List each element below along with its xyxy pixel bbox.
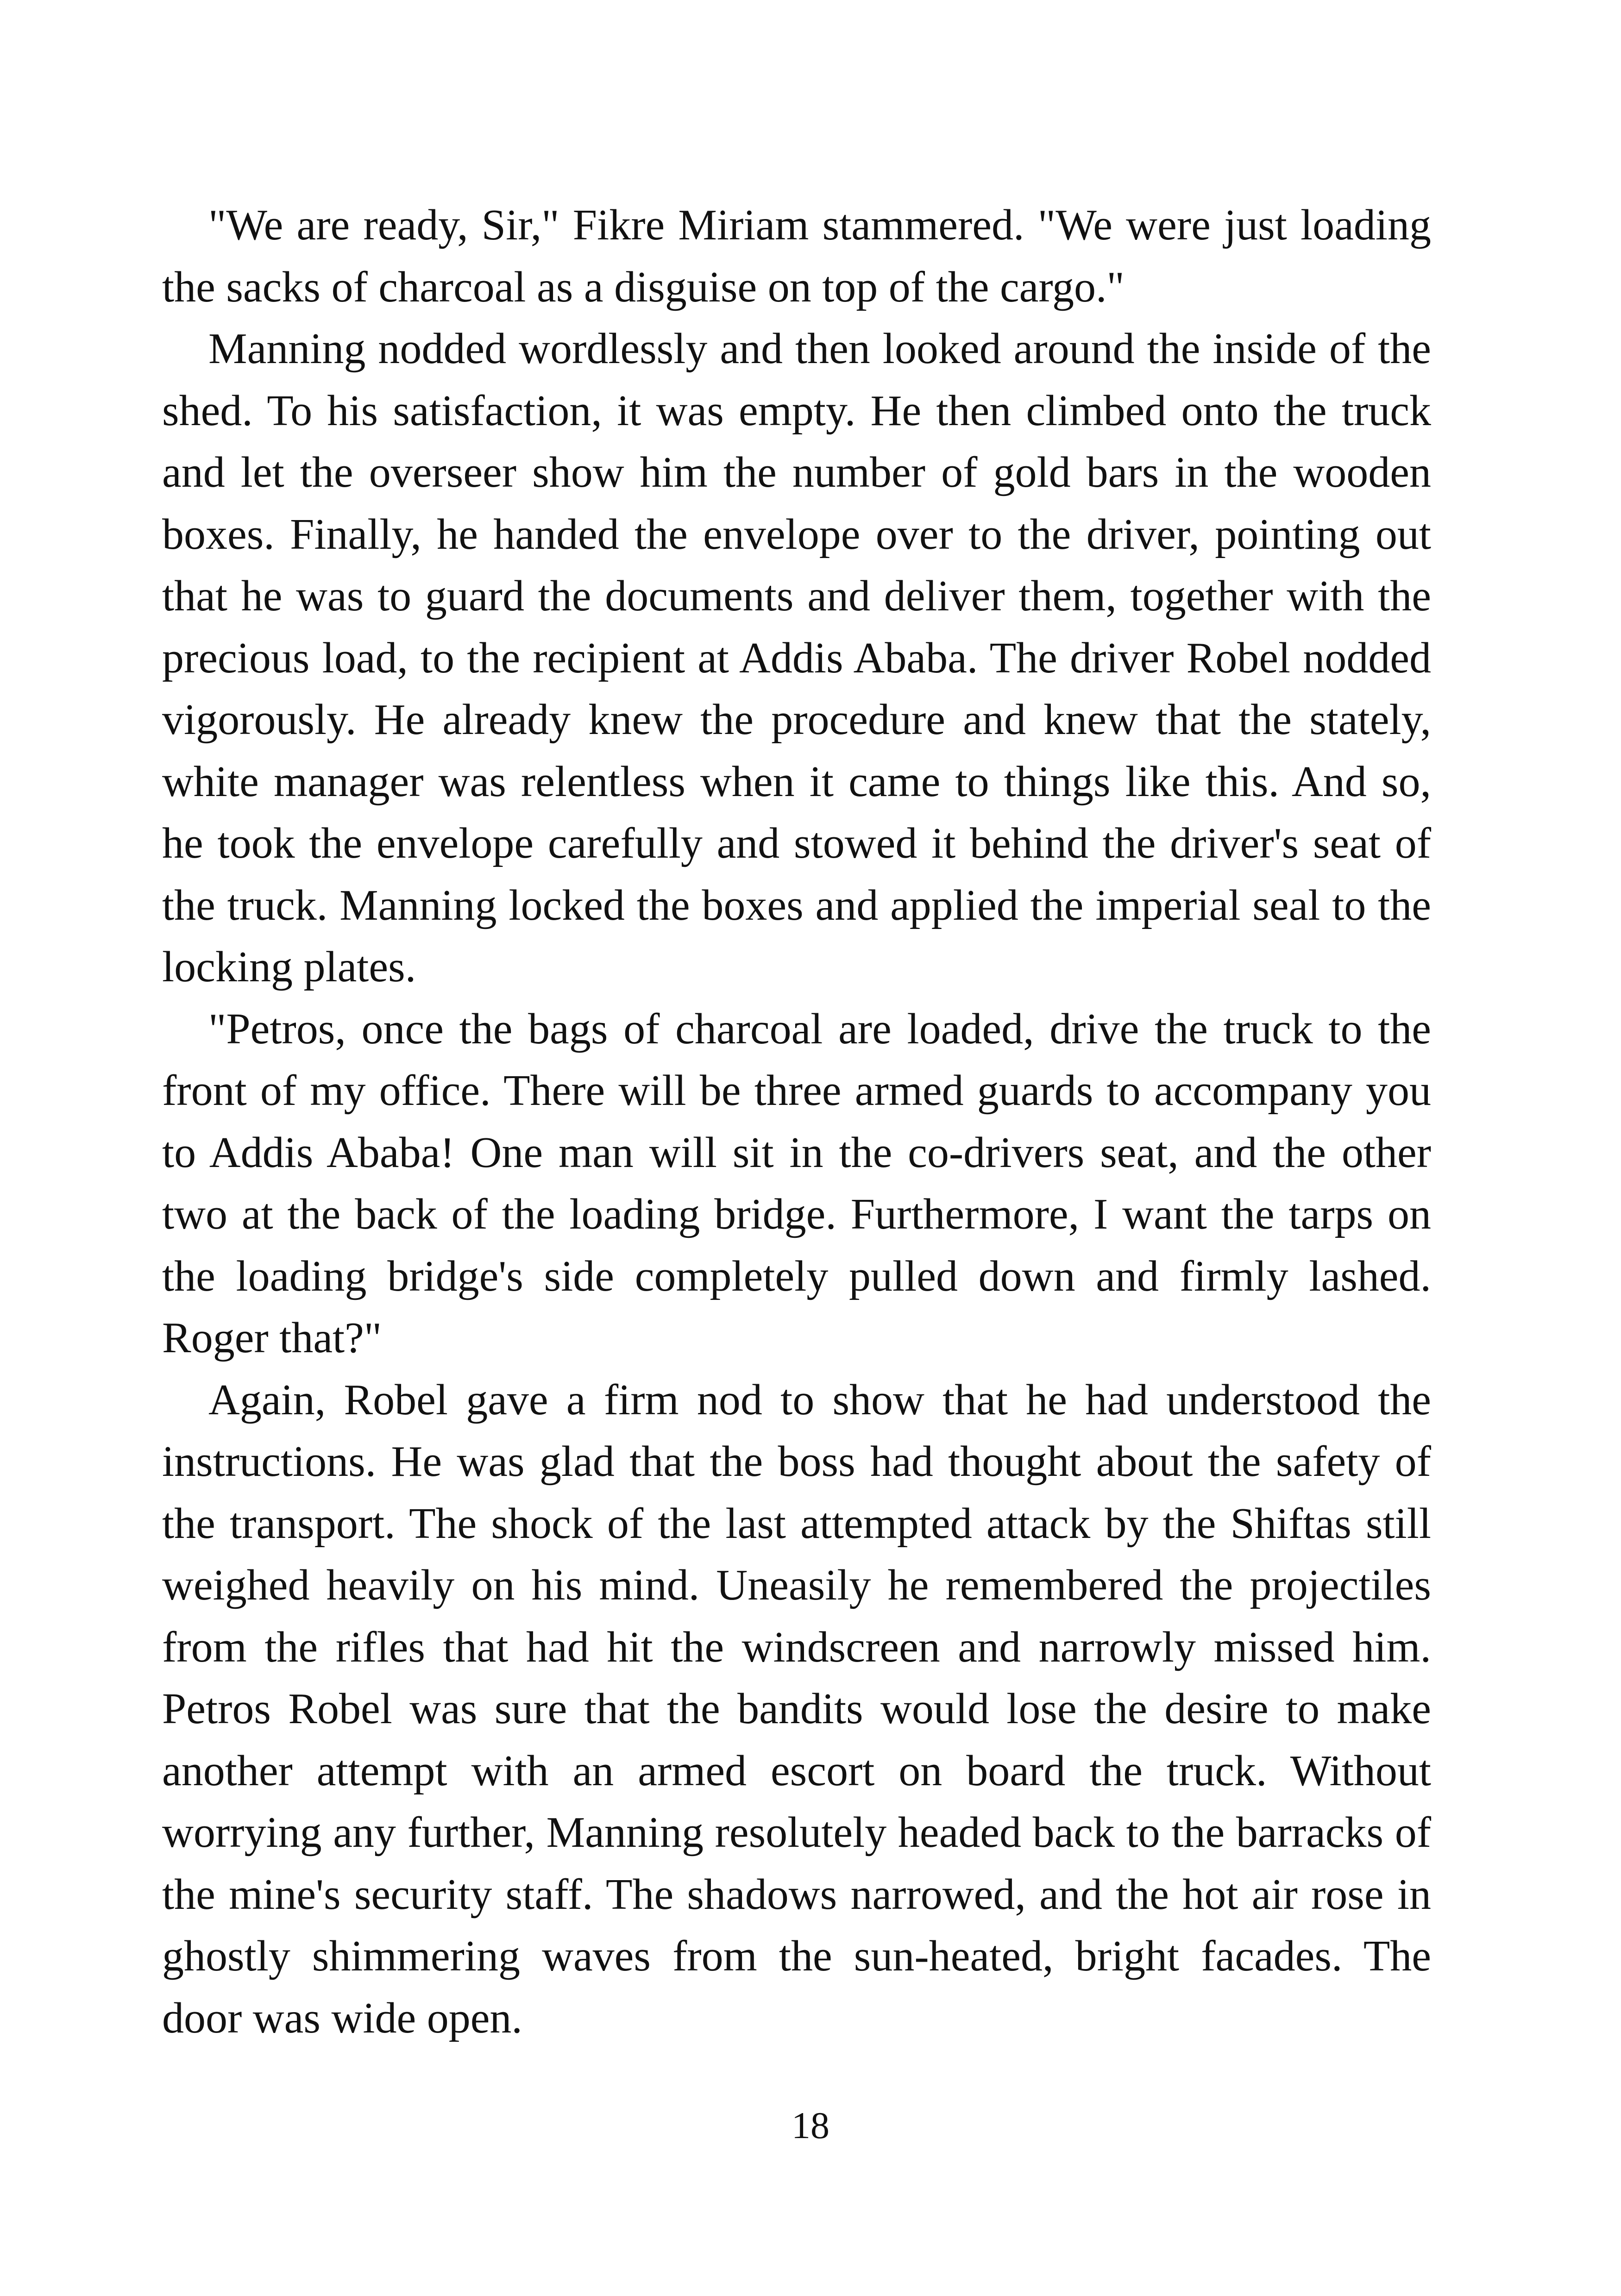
body-text [162, 194, 1431, 2049]
paragraph-robel-understood: Again, Robel gave a firm nod to show that he had understood the instructions. He was glad that the boss had thought about the safety of the transport. The shock of the last attempted attack by the Shiftas still weighed heavily on his mind. Uneasily he remembered the projectiles from the rifles that had hit the windscreen and narrowly missed him. Petros Robel was sure that the bandits would lose the desire to make another attempt with an armed escort on board the truck. Without worrying any further, Manning resolutely headed back to the barracks of the mine's security staff. The shadows narrowed, and the hot air rose in ghostly shimmering waves from the sun-heated, bright facades. The door was wide open. [162, 1375, 1431, 2042]
paragraph-manning-inspection: Manning nodded wordlessly and then looked around the inside of the shed. To his satisfaction, it was empty. He then climbed onto the truck and let the overseer show him the number of gold bars in the wooden boxes. Finally, he handed the envelope over to the driver, pointing out that he was to guard the documents and deliver them, together with the precious load, to the recipient at Addis Ababa. The driver Robel nodded vigorously. He already knew the procedure and knew that the stately, white manager was relentless when it came to things like this. And so, he took the envelope carefully and stowed it behind the driver's seat of the truck. Manning locked the boxes and applied the imperial seal to the locking plates. [162, 325, 1431, 991]
paragraph-petros-instructions: "Petros, once the bags of charcoal are loaded, drive the truck to the front of my office. There will be three armed guards to accompany you to Addis Ababa! One man will sit in the co-drivers seat, and the other two at the back of the loading bridge. Furthermore, I want the tarps on the loading bridge's side completely pulled down and firmly lashed. Roger that?" [162, 1004, 1431, 1362]
paragraph-fikre-ready: "We are ready, Sir," Fikre Miriam stammered. "We were just loading the sacks of charcoal as a disguise on top of the cargo." [162, 201, 1431, 311]
page-number: 18 [792, 2104, 829, 2146]
